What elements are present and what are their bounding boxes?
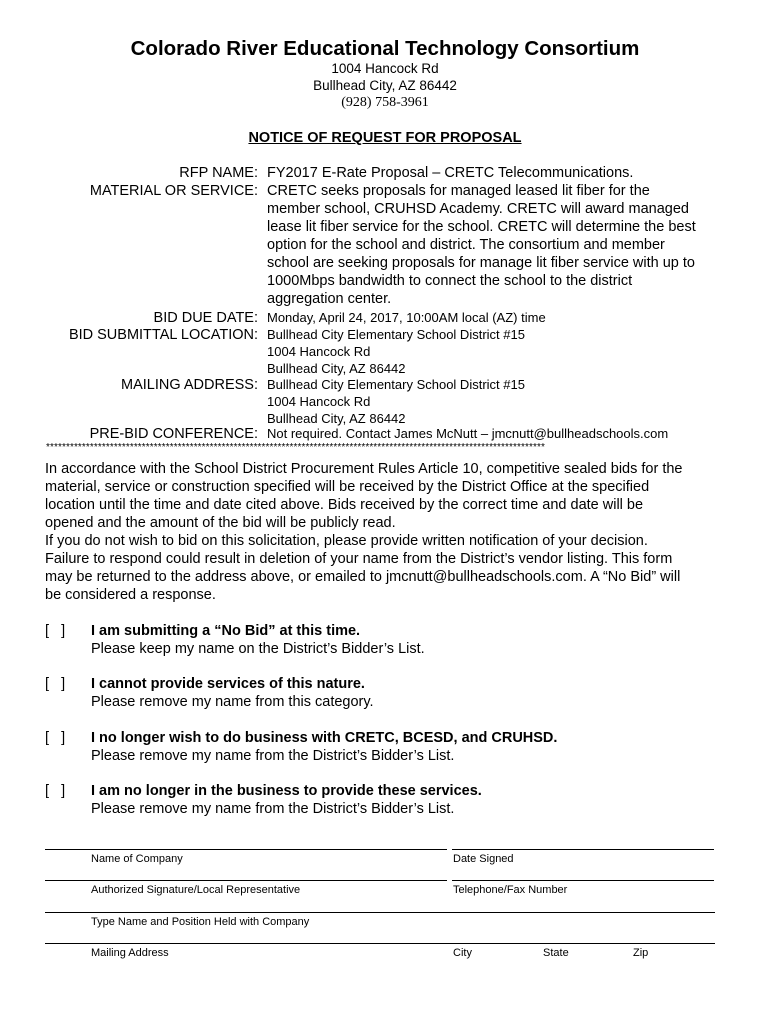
header-street: 1004 Hancock Rd	[331, 61, 439, 76]
option-detail: Please keep my name on the District’s Bidder’s List.	[91, 641, 425, 657]
checkbox-bracket[interactable]: [ ]	[45, 783, 66, 799]
body-line: may be returned to the address above, or emailed to jmcnutt@bullheadschools.com. A “No Bid” will	[45, 569, 681, 585]
submittal-line: 1004 Hancock Rd	[267, 344, 371, 359]
body-line: location until the time and date cited above. Bids received by the correct time and date will be	[45, 497, 644, 513]
body-line: Failure to respond could result in deletion of your name from the District’s vendor listing. This form	[45, 551, 673, 567]
company-name-line[interactable]	[45, 849, 447, 850]
typed-name-label: Type Name and Position Held with Company	[91, 916, 310, 928]
date-signed-line[interactable]	[452, 849, 714, 850]
mailing-address-label: Mailing Address	[91, 947, 169, 959]
checkbox-bracket[interactable]: [ ]	[45, 730, 66, 746]
prebid-label: PRE-BID CONFERENCE:	[89, 426, 258, 442]
material-line: 1000Mbps bandwidth to connect the school to the district	[267, 273, 633, 289]
prebid-value: Not required. Contact James McNutt – jmcnutt@bullheadschools.com	[267, 426, 669, 441]
checkbox-bracket[interactable]: [ ]	[45, 623, 66, 639]
material-line: CRETC seeks proposals for managed leased lit fiber for the	[267, 183, 650, 199]
state-label: State	[543, 947, 569, 959]
submittal-line: Bullhead City Elementary School District #15	[267, 327, 525, 342]
material-label: MATERIAL OR SERVICE:	[89, 183, 258, 199]
material-line: school are seeking proposals for manage lit fiber service with up to	[267, 255, 695, 271]
material-line: option for the school and district. The consortium and member	[267, 237, 665, 253]
mailing-line: 1004 Hancock Rd	[267, 394, 371, 409]
rfp-name-value: FY2017 E-Rate Proposal – CRETC Telecommunications.	[267, 165, 634, 181]
submittal-label: BID SUBMITTAL LOCATION:	[68, 327, 258, 343]
body-line: opened and the amount of the bid will be publicly read.	[45, 515, 396, 531]
date-signed-label: Date Signed	[453, 853, 514, 865]
body-line: be considered a response.	[45, 587, 216, 603]
mailing-line: Bullhead City Elementary School District #15	[267, 377, 525, 392]
checkbox-bracket[interactable]: [ ]	[45, 676, 66, 692]
notice-heading: NOTICE OF REQUEST FOR PROPOSAL	[248, 130, 522, 146]
option-title: I am submitting a “No Bid” at this time.	[91, 623, 361, 639]
submittal-line: Bullhead City, AZ 86442	[267, 361, 406, 376]
material-line: member school, CRUHSD Academy. CRETC will award managed	[267, 201, 689, 217]
option-detail: Please remove my name from this category.	[91, 694, 374, 710]
body-line: If you do not wish to bid on this solicitation, please provide written notification of your decision.	[45, 533, 648, 549]
option-title: I am no longer in the business to provide these services.	[91, 783, 482, 799]
asterisk-separator: *****************************************************************************************************************************	[46, 442, 545, 453]
signature-line[interactable]	[45, 880, 447, 881]
telephone-label: Telephone/Fax Number	[453, 884, 568, 896]
body-line: In accordance with the School District Procurement Rules Article 10, competitive sealed bids for the	[45, 461, 683, 477]
bid-due-label: BID DUE DATE:	[153, 310, 258, 326]
option-detail: Please remove my name from the District’s Bidder’s List.	[91, 748, 455, 764]
material-line: aggregation center.	[267, 291, 392, 307]
city-label: City	[453, 947, 472, 959]
option-detail: Please remove my name from the District’s Bidder’s List.	[91, 801, 455, 817]
body-paragraph	[45, 460, 735, 604]
mailing-line: Bullhead City, AZ 86442	[267, 411, 406, 426]
telephone-line[interactable]	[452, 880, 714, 881]
zip-label: Zip	[633, 947, 649, 959]
company-name-label: Name of Company	[91, 853, 183, 865]
body-line: material, service or construction specified will be received by the District Office at the specified	[45, 479, 650, 495]
typed-name-line[interactable]	[45, 912, 715, 913]
option-title: I no longer wish to do business with CRETC, BCESD, and CRUHSD.	[91, 730, 558, 746]
option-title: I cannot provide services of this nature.	[91, 676, 365, 692]
bid-due-value: Monday, April 24, 2017, 10:00AM local (AZ) time	[267, 310, 546, 325]
mailing-address-line[interactable]	[45, 943, 715, 944]
material-line: lease lit fiber service for the school. CRETC will determine the best	[267, 219, 696, 235]
signature-label: Authorized Signature/Local Representative	[91, 884, 301, 896]
organization-title: Colorado River Educational Technology Consortium	[130, 37, 640, 60]
rfp-name-label: RFP NAME:	[179, 165, 258, 181]
mailing-label: MAILING ADDRESS:	[121, 377, 258, 393]
header-phone: (928) 758-3961	[341, 95, 429, 110]
header-city: Bullhead City, AZ 86442	[313, 78, 457, 93]
